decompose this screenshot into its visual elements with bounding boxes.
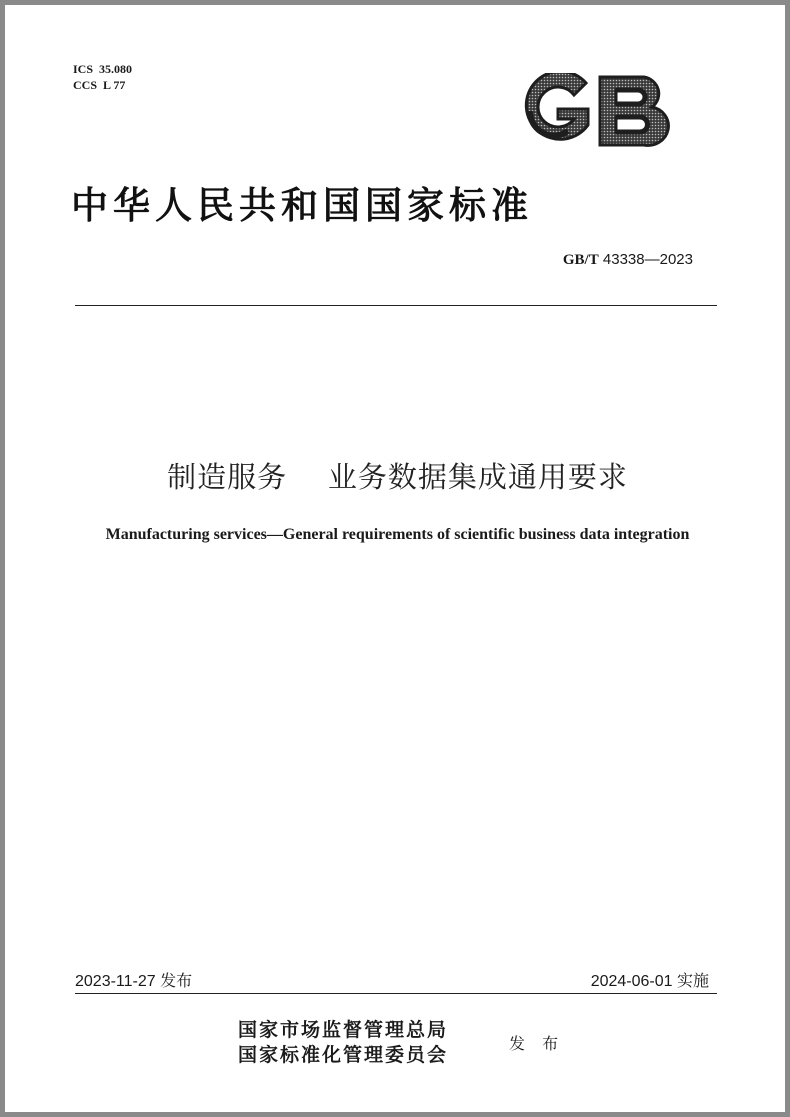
- issue-date: 2023-11-27 发布: [75, 973, 193, 990]
- ics-code: ICS 35.080: [73, 62, 133, 76]
- publisher-block: [238, 1018, 448, 1068]
- classification-codes: [73, 61, 132, 93]
- document-title-english: Manufacturing services—General requirements of scientific business data integration: [105, 526, 690, 543]
- gb-logo-icon: [516, 73, 672, 149]
- standard-number: [563, 251, 693, 269]
- national-standard-title: 中华人民共和国国家标准: [71, 184, 533, 227]
- publisher-samr: 国家市场监督管理总局: [238, 1019, 449, 1041]
- publisher-sac: 国家标准化管理委员会: [238, 1044, 449, 1066]
- document-title-chinese: 制造服务 业务数据集成通用要求: [167, 460, 628, 494]
- publish-label: 发 布: [509, 1034, 565, 1053]
- standard-number-prefix: GB/T: [562, 252, 599, 268]
- footer-divider: [75, 993, 717, 994]
- header-divider: [75, 305, 717, 306]
- implementation-date: 2024-06-01 实施: [590, 973, 709, 990]
- ccs-code: CCS L 77: [73, 78, 126, 92]
- standard-number-value: 43338—2023: [602, 251, 693, 268]
